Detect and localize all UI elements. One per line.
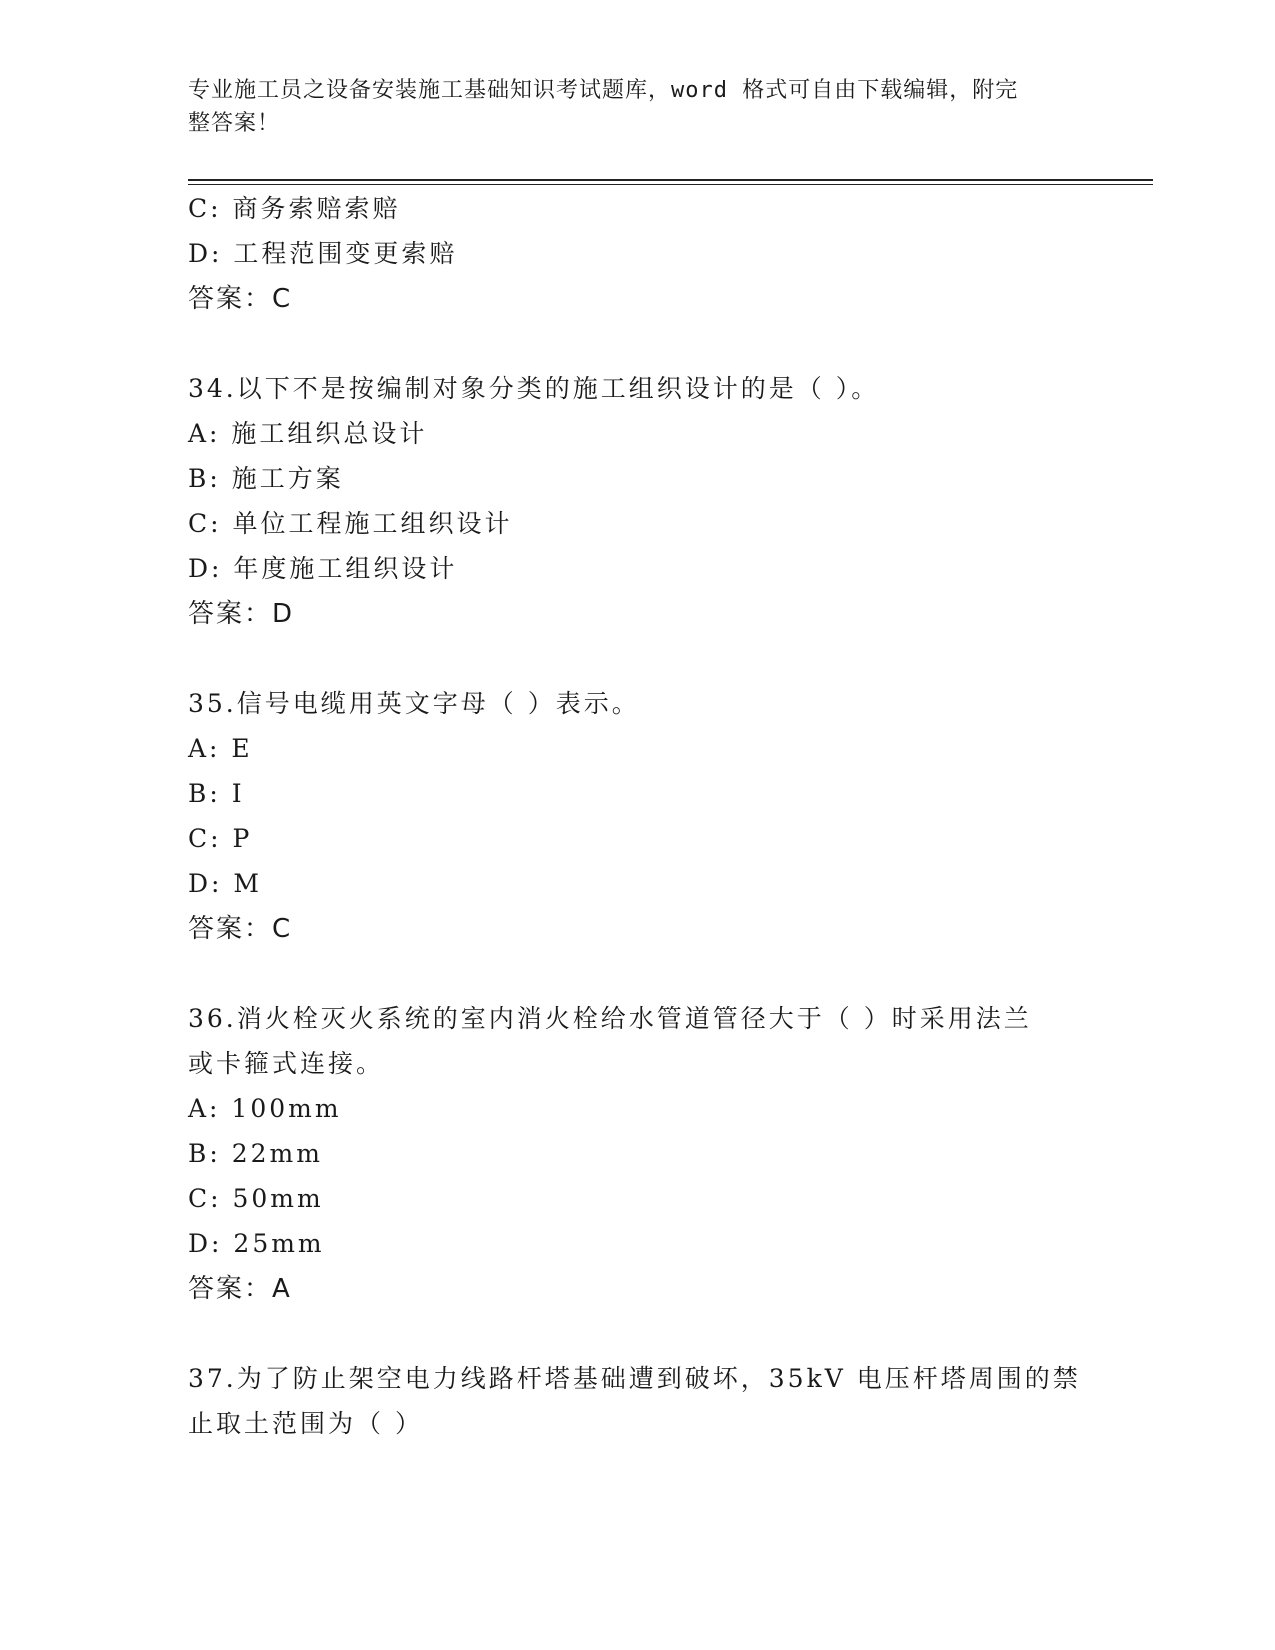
q34-option-c: C: 单位工程施工组织设计 bbox=[188, 509, 513, 538]
q34-stem: 34.以下不是按编制对象分类的施工组织设计的是（ ）。 bbox=[188, 374, 880, 403]
q35-option-c: C: P bbox=[188, 824, 253, 853]
q35-stem: 35.信号电缆用英文字母（ ）表示。 bbox=[188, 689, 640, 718]
header-divider-thick bbox=[188, 179, 1153, 181]
q34-option-a: A: 施工组织总设计 bbox=[188, 419, 428, 448]
q34-answer: 答案：D bbox=[188, 599, 295, 629]
header-divider-thin bbox=[188, 184, 1153, 185]
header-line-1: 专业施工员之设备安装施工基础知识考试题库，word 格式可自由下载编辑，附完 bbox=[188, 78, 1019, 103]
q37-stem-line-2: 止取土范围为（ ） bbox=[188, 1409, 423, 1438]
q36-stem-line-2: 或卡箍式连接。 bbox=[188, 1049, 385, 1078]
q34-option-d: D: 年度施工组织设计 bbox=[188, 554, 458, 583]
q34-option-b: B: 施工方案 bbox=[188, 464, 344, 493]
q36-option-a: A: 100mm bbox=[188, 1094, 342, 1123]
document-header-note bbox=[188, 74, 1068, 140]
q36-option-b: B: 22mm bbox=[188, 1139, 323, 1168]
q36-option-d: D: 25mm bbox=[188, 1229, 325, 1258]
q33-option-d: D: 工程范围变更索赔 bbox=[188, 239, 458, 268]
q35-option-b: B: I bbox=[188, 779, 245, 808]
q36-answer: 答案：A bbox=[188, 1274, 292, 1304]
header-line-2: 整答案！ bbox=[188, 111, 281, 136]
q33-option-c: C: 商务索赔索赔 bbox=[188, 194, 401, 223]
q36-option-c: C: 50mm bbox=[188, 1184, 324, 1213]
q35-option-a: A: E bbox=[188, 734, 253, 763]
q36-stem-line-1: 36.消火栓灭火系统的室内消火栓给水管道管径大于（ ）时采用法兰 bbox=[188, 1004, 1032, 1033]
q37-stem-line-1: 37.为了防止架空电力线路杆塔基础遭到破坏，35kV 电压杆塔周围的禁 bbox=[188, 1364, 1081, 1393]
q35-answer: 答案：C bbox=[188, 914, 293, 944]
q33-answer: 答案：C bbox=[188, 284, 293, 314]
q35-option-d: D: M bbox=[188, 869, 263, 898]
